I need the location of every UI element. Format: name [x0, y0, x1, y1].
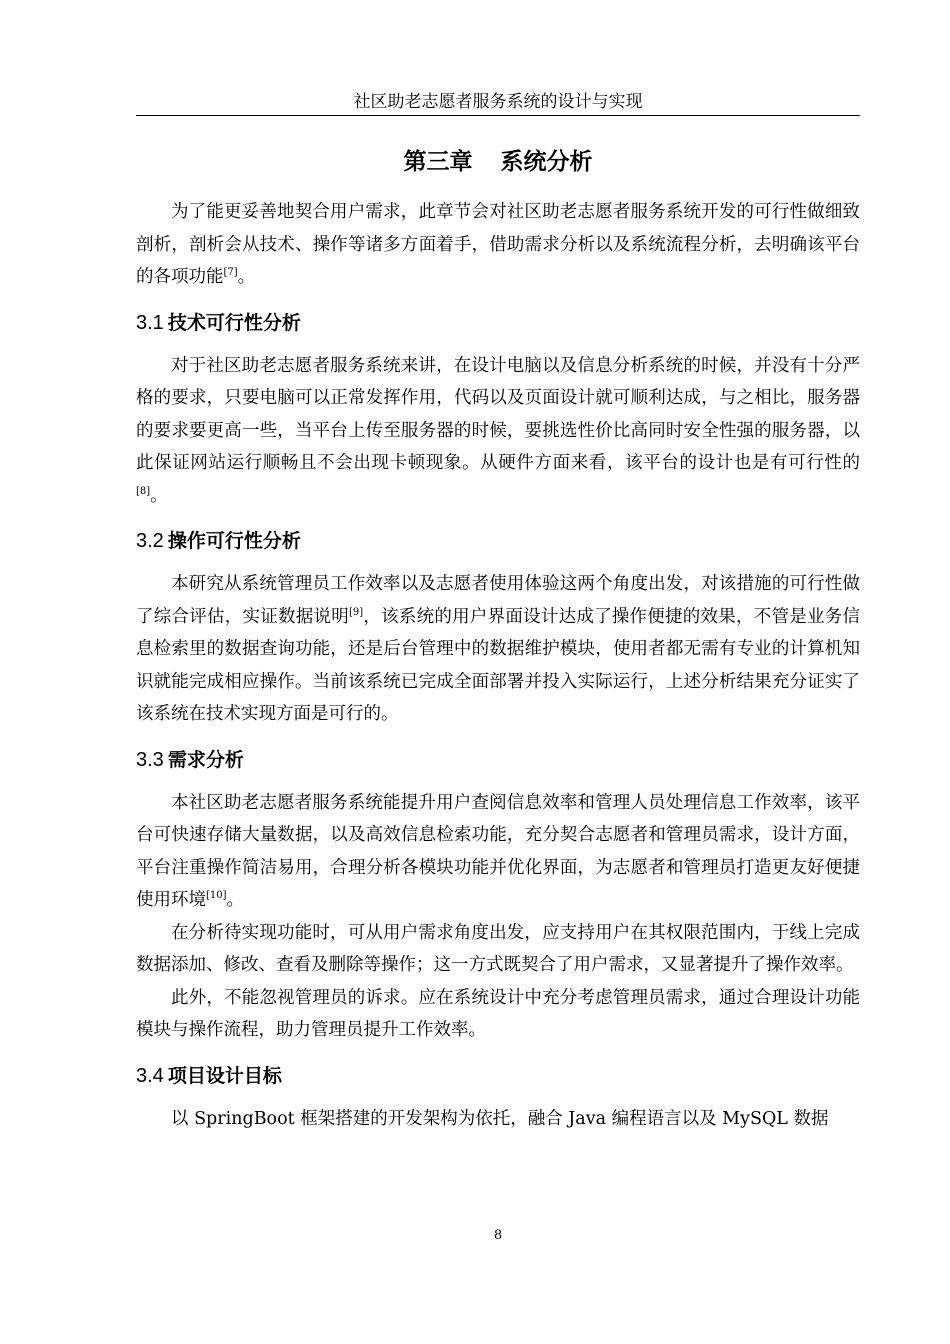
- chapter-number: 第三章: [403, 149, 473, 175]
- header-rule: [136, 115, 860, 116]
- citation: [8]: [136, 485, 151, 497]
- section-heading-3-1: 3.1 技术可行性分析: [136, 311, 301, 334]
- section-heading-3-4: 3.4 项目设计目标: [136, 1064, 282, 1087]
- paragraph: 此外，不能忽视管理员的诉求。应在系统设计中充分考虑管理员需求，通过合理设计功能模块与操作流程，助力管理员提升工作效率。: [136, 987, 860, 1040]
- chapter-name: 系统分析: [500, 149, 593, 175]
- citation: [10]: [206, 890, 227, 901]
- paragraph: 对于社区助老志愿者服务系统来讲，在设计电脑以及信息分析系统的时候，并没有十分严格的要求，只要电脑可以正常发挥作用，代码以及页面设计就可顺利达成，与之相比，服务器的要求要更高一些，当平台上传至服务器的时候，要挑选性价比高同时安全性强的服务器，以此保证网站运行顺畅且不会出现卡顿现象。从硬件方面来看，该平台的设计也是有可行性的[8]。: [136, 355, 860, 506]
- paragraph: 本社区助老志愿者服务系统能提升用户查阅信息效率和管理人员处理信息工作效率，该平台可快速存储大量数据，以及高效信息检索功能，充分契合志愿者和管理员需求，设计方面，平台注重操作简洁易用，合理分析各模块功能并优化界面，为志愿者和管理员打造更友好便捷使用环境[10]。: [136, 792, 860, 910]
- citation: [9]: [348, 606, 364, 618]
- page-number: 8: [493, 1228, 503, 1243]
- chapter-title: [136, 146, 860, 178]
- citation: [7]: [223, 267, 238, 278]
- paragraph: 以 SpringBoot 框架搭建的开发架构为依托，融合 Java 编程语言以及 MySQL 数据: [171, 1108, 829, 1129]
- section-heading-3-2: 3.2 操作可行性分析: [136, 530, 301, 552]
- paragraph: 本研究从系统管理员工作效率以及志愿者使用体验这两个角度出发，对该措施的可行性做了综合评估，实证数据说明[9]，该系统的用户界面设计达成了操作便捷的效果，不管是业务信息检索里的数据查询功能，还是后台管理中的数据维护模块，使用者都无需有专业的计算机知识就能完成相应操作。当前该系统已完成全面部署并投入实际运行，上述分析结果充分证实了该系统在技术实现方面是可行的。: [136, 574, 861, 724]
- intro-paragraph: 为了能更妥善地契合用户需求，此章节会对社区助老志愿者服务系统开发的可行性做细致剖析，剖析会从技术、操作等诸多方面着手，借助需求分析以及系统流程分析，去明确该平台的各项功能[7]。: [136, 202, 860, 287]
- page-body: [136, 196, 860, 1135]
- running-header: 社区助老志愿者服务系统的设计与实现: [353, 92, 643, 112]
- paragraph: 在分析待实现功能时，可从用户需求角度出发，应支持用户在其权限范围内，于线上完成数据添加、修改、查看及删除等操作；这一方式既契合了用户需求，又显著提升了操作效率。: [136, 922, 860, 975]
- section-heading-3-3: 3.3 需求分析: [136, 748, 244, 771]
